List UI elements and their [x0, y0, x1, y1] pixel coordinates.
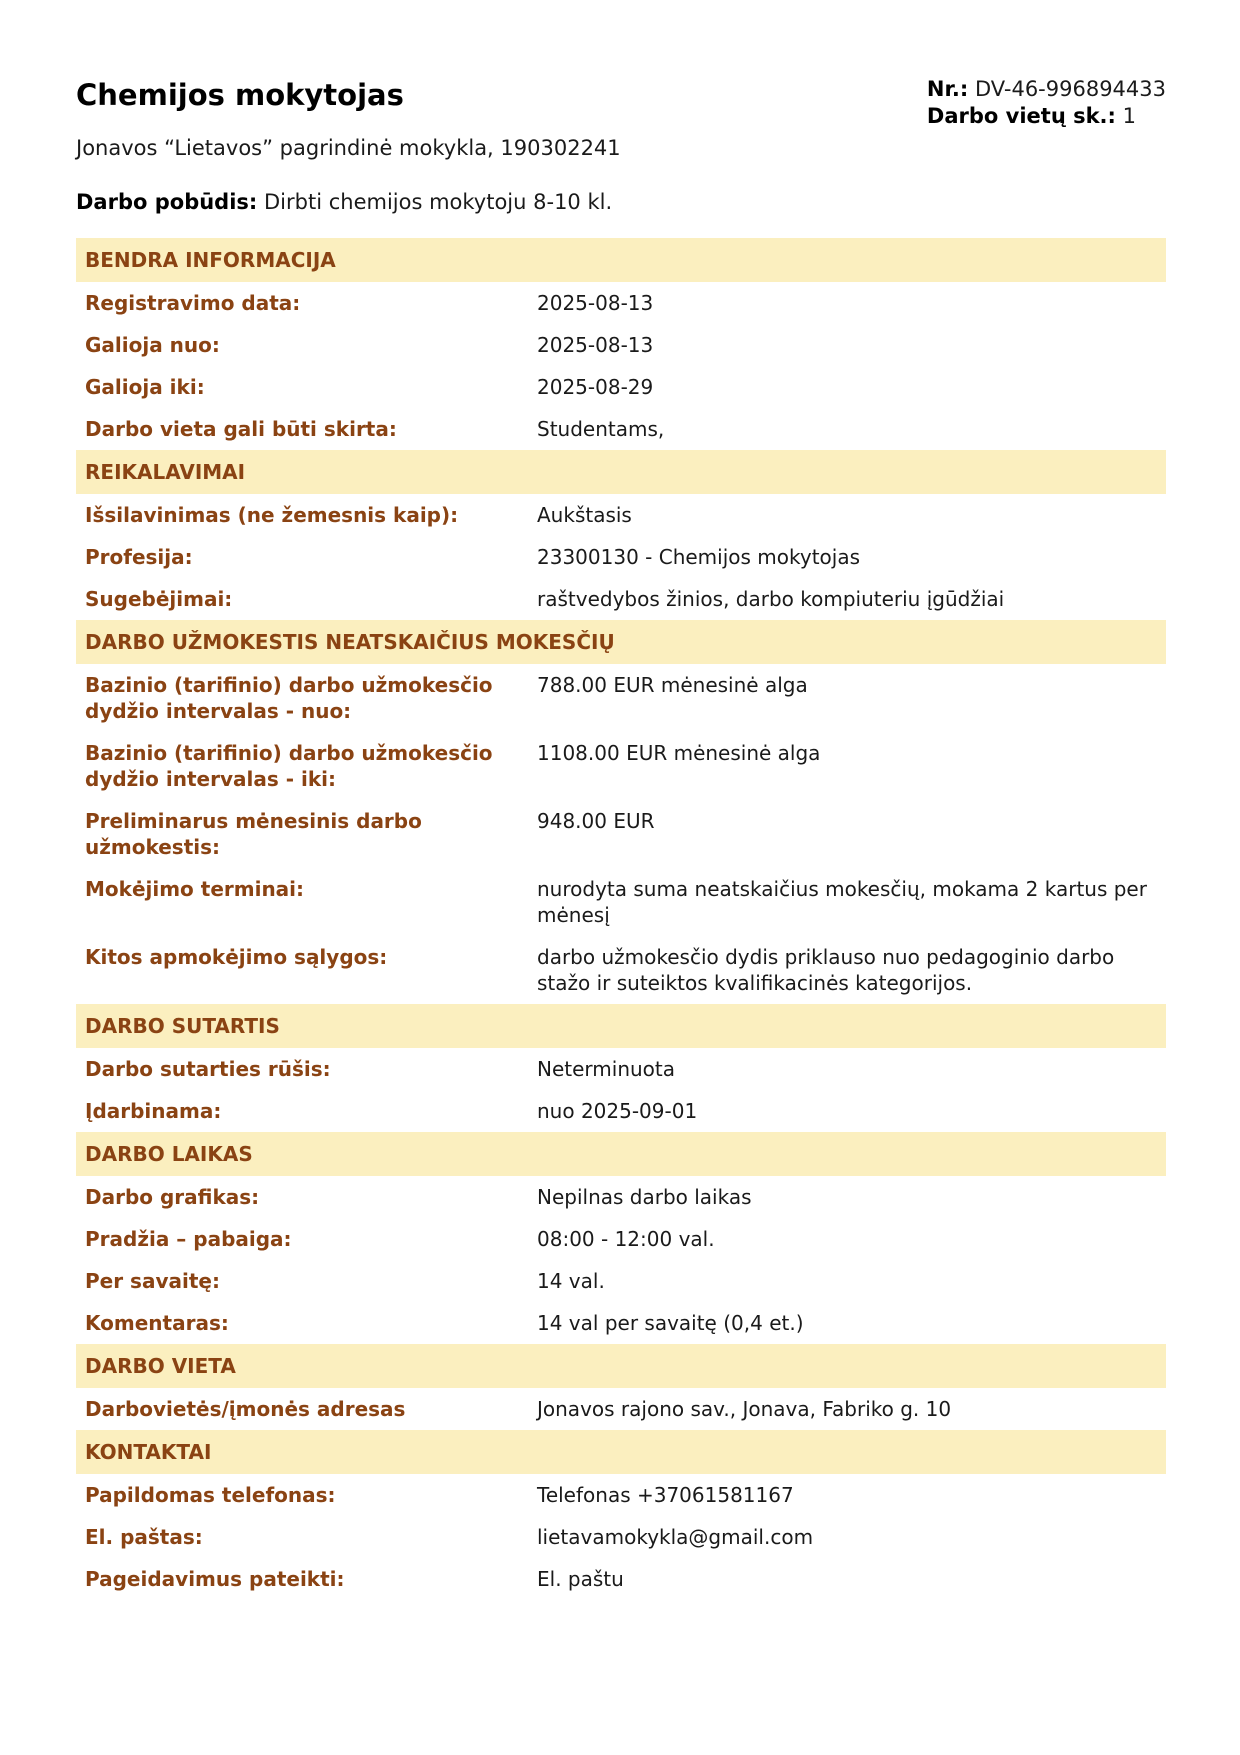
job-nature-value: Dirbti chemijos mokytoju 8-10 kl. — [264, 190, 613, 214]
field-label: Išsilavinimas (ne žemesnis kaip): — [85, 503, 459, 527]
field-label: Bazinio (tarifinio) darbo užmokesčio dydžio intervalas - iki: — [85, 741, 493, 791]
field-row — [76, 494, 1166, 536]
field-label: Profesija: — [85, 545, 193, 569]
employer-name: Jonavos “Lietavos” pagrindinė mokykla, 190302241 — [76, 136, 621, 160]
field-row — [76, 282, 1166, 324]
field-row — [76, 366, 1166, 408]
field-row — [76, 1176, 1166, 1218]
field-row — [76, 1260, 1166, 1302]
field-label: Registravimo data: — [85, 291, 301, 315]
field-value: 948.00 EUR — [537, 809, 655, 833]
section-header: DARBO UŽMOKESTIS NEATSKAIČIUS MOKESČIŲ — [76, 620, 1166, 664]
field-value: Telefonas +37061581167 — [537, 1483, 794, 1507]
field-value: El. paštu — [537, 1567, 624, 1591]
posting-meta — [927, 76, 1166, 130]
section-header: DARBO SUTARTIS — [76, 1004, 1166, 1048]
section-header: REIKALAVIMAI — [76, 450, 1166, 494]
field-row — [76, 800, 1166, 868]
field-value: lietavamokykla@gmail.com — [537, 1525, 814, 1549]
field-label: Darbovietės/įmonės adresas — [85, 1397, 406, 1421]
field-row — [76, 732, 1166, 800]
field-value: 2025-08-13 — [537, 333, 654, 357]
field-row — [76, 868, 1166, 936]
field-row — [76, 1474, 1166, 1516]
field-value: nurodyta suma neatskaičius mokesčių, mokama 2 kartus per mėnesį — [537, 877, 1147, 927]
field-label: Galioja iki: — [85, 375, 205, 399]
field-label: Įdarbinama: — [85, 1099, 222, 1123]
vacancy-count — [927, 103, 1166, 130]
field-value: Studentams, — [537, 417, 665, 441]
job-posting-document — [76, 70, 1166, 1591]
section-header: DARBO LAIKAS — [76, 1132, 1166, 1176]
field-value: 1108.00 EUR mėnesinė alga — [537, 741, 821, 765]
field-label: Preliminarus mėnesinis darbo užmokestis: — [85, 809, 422, 859]
field-row — [76, 1090, 1166, 1132]
section-header: DARBO VIETA — [76, 1344, 1166, 1388]
field-value: 08:00 - 12:00 val. — [537, 1227, 715, 1251]
field-row — [76, 1388, 1166, 1430]
field-label: Per savaitę: — [85, 1269, 220, 1293]
field-label: Darbo sutarties rūšis: — [85, 1057, 331, 1081]
section-header: BENDRA INFORMACIJA — [76, 238, 1166, 282]
field-row — [76, 536, 1166, 578]
posting-number — [927, 76, 1166, 103]
field-value: Jonavos rajono sav., Jonava, Fabriko g. 10 — [537, 1397, 952, 1421]
document-header — [76, 70, 1166, 214]
section-5 — [76, 1344, 1166, 1430]
field-label: Pageidavimus pateikti: — [85, 1567, 345, 1591]
field-row — [76, 578, 1166, 620]
field-value: darbo užmokesčio dydis priklauso nuo pedagoginio darbo stažo ir suteiktos kvalifikacinės kategorijos. — [537, 945, 1115, 995]
field-value: raštvedybos žinios, darbo kompiuteriu įgūdžiai — [537, 587, 1005, 611]
field-label: El. paštas: — [85, 1525, 203, 1549]
field-label: Papildomas telefonas: — [85, 1483, 336, 1507]
field-row — [76, 1048, 1166, 1090]
field-value: 2025-08-29 — [537, 375, 654, 399]
section-0 — [76, 238, 1166, 450]
field-label: Galioja nuo: — [85, 333, 220, 357]
posting-number-label: Nr.: — [926, 77, 969, 101]
field-row — [76, 324, 1166, 366]
field-value: Neterminuota — [537, 1057, 676, 1081]
info-sections — [76, 238, 1166, 1600]
field-label: Bazinio (tarifinio) darbo užmokesčio dydžio intervalas - nuo: — [85, 673, 493, 723]
field-value: 23300130 - Chemijos mokytojas — [537, 545, 861, 569]
field-label: Komentaras: — [85, 1311, 229, 1335]
field-label: Sugebėjimai: — [85, 587, 233, 611]
section-6 — [76, 1430, 1166, 1600]
field-label: Mokėjimo terminai: — [85, 877, 305, 901]
field-label: Kitos apmokėjimo sąlygos: — [85, 945, 388, 969]
section-header: KONTAKTAI — [76, 1430, 1166, 1474]
vacancy-count-label: Darbo vietų sk.: — [926, 104, 1116, 128]
field-label: Darbo vieta gali būti skirta: — [85, 417, 397, 441]
field-value: 14 val. — [537, 1269, 605, 1293]
field-row — [76, 936, 1166, 1004]
field-value: 788.00 EUR mėnesinė alga — [537, 673, 808, 697]
field-row — [76, 664, 1166, 732]
field-value: Aukštasis — [537, 503, 632, 527]
section-3 — [76, 1004, 1166, 1132]
section-4 — [76, 1132, 1166, 1344]
field-value: nuo 2025-09-01 — [537, 1099, 698, 1123]
field-value: 14 val per savaitę (0,4 et.) — [537, 1311, 804, 1335]
field-label: Darbo grafikas: — [85, 1185, 260, 1209]
job-nature-label: Darbo pobūdis: — [76, 190, 258, 214]
section-2 — [76, 620, 1166, 1004]
field-row — [76, 1558, 1166, 1600]
field-value: Nepilnas darbo laikas — [537, 1185, 752, 1209]
page-title: Chemijos mokytojas — [76, 78, 404, 112]
job-nature — [76, 190, 612, 214]
field-row — [76, 1516, 1166, 1558]
field-row — [76, 1302, 1166, 1344]
section-1 — [76, 450, 1166, 620]
field-row — [76, 1218, 1166, 1260]
posting-number-value: DV-46-996894433 — [974, 77, 1166, 101]
field-label: Pradžia – pabaiga: — [85, 1227, 292, 1251]
field-value: 2025-08-13 — [537, 291, 654, 315]
field-row — [76, 408, 1166, 450]
vacancy-count-value: 1 — [1122, 104, 1136, 128]
